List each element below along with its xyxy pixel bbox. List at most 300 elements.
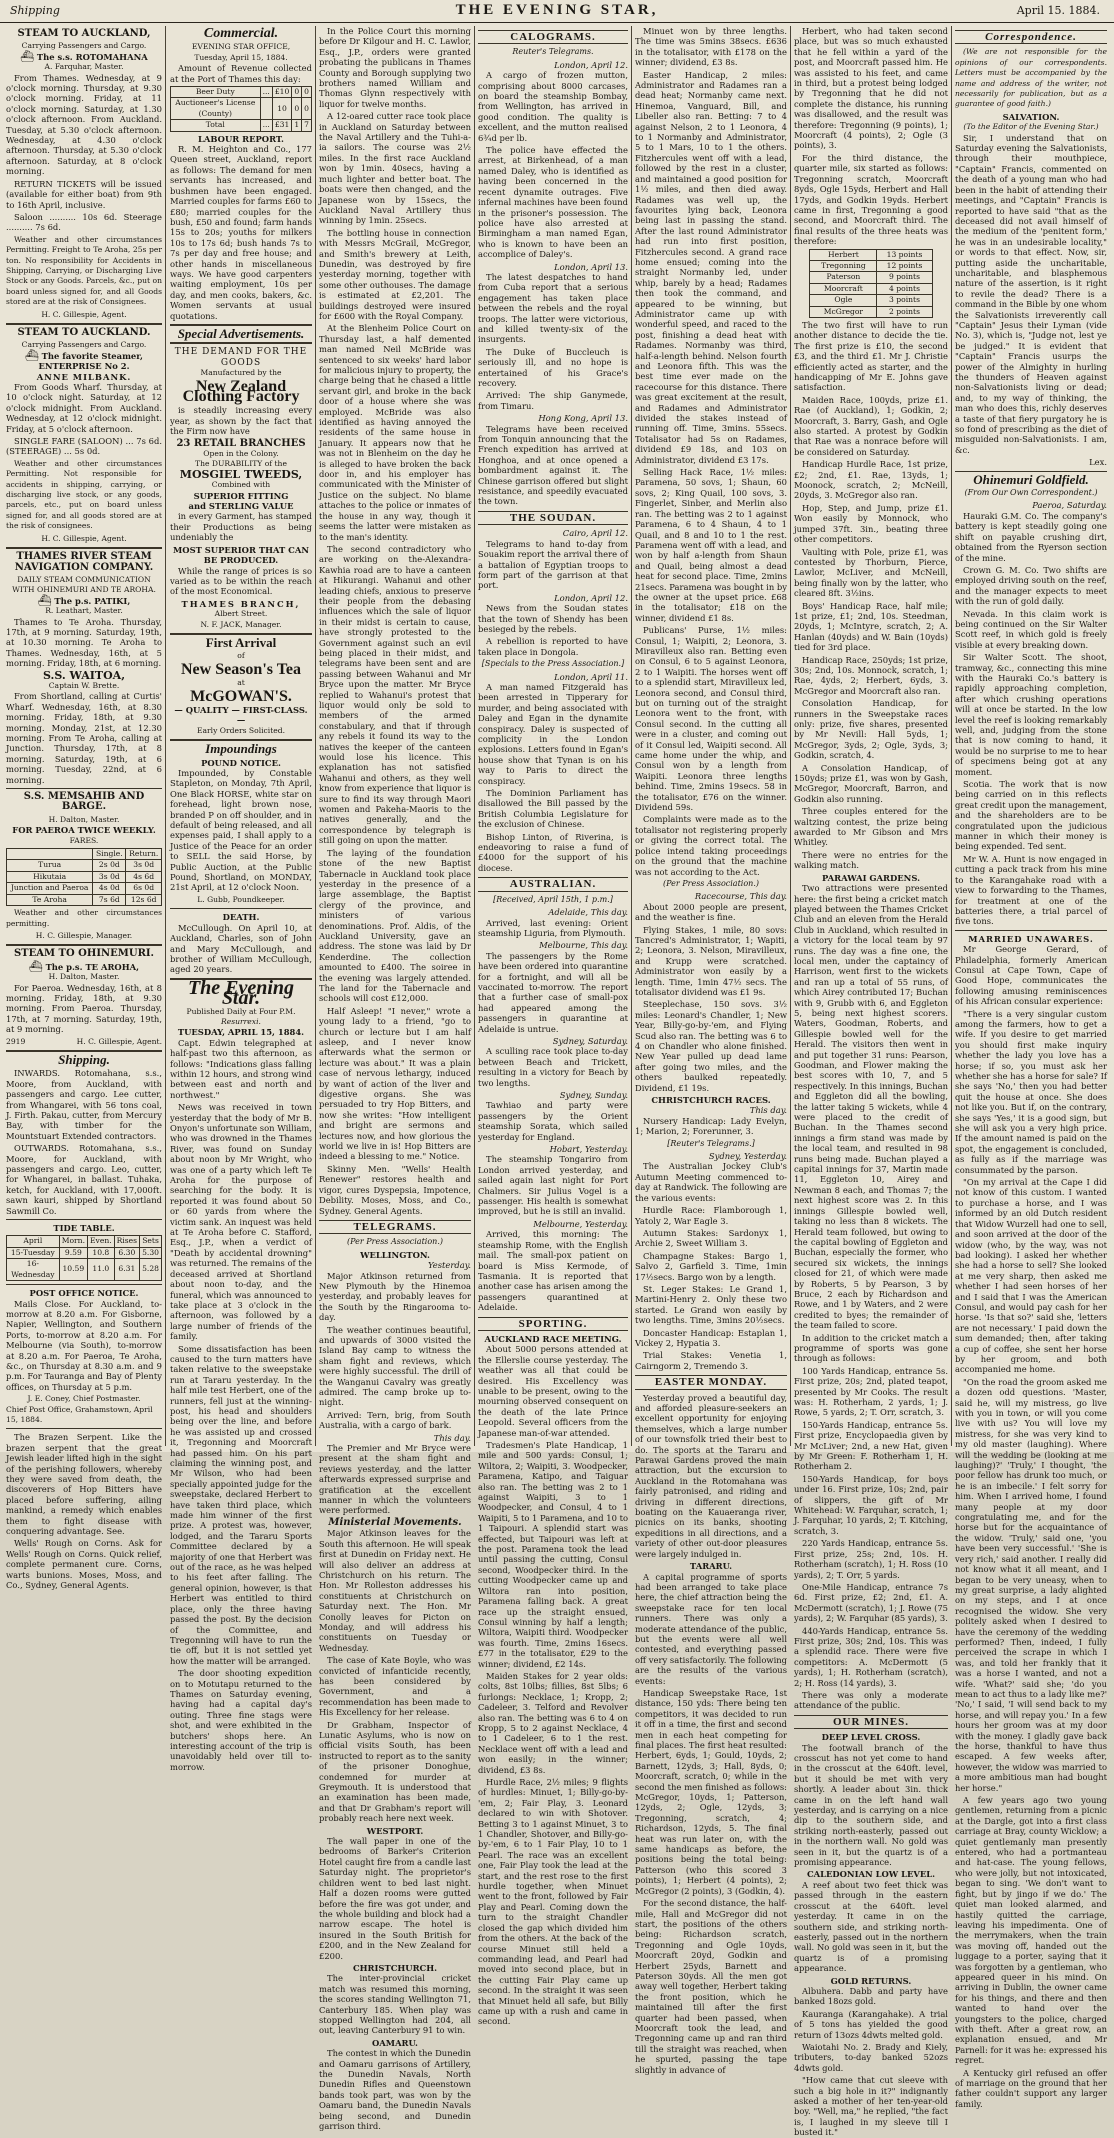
news-paragraph: Maiden Race, 100yds, prize £1. Rae (of Auckland), 1; Godkin, 2; Moorcraft, 3. Barry, Gash, and Ogle also started. A protest by Godkin that Rae was a nonrace before will be considered on Saturday.: [794, 394, 948, 457]
tide-cell: Sets: [140, 1236, 162, 1247]
post-body: Mails Close. For Auckland, to-morrow at 8.20 a.m. For Gisborne, Napier, Wellington, and Southern Ports, to-morrow at 8.20 a.m. For Melbourne (via South), to-morrow at 8.20 a.m. For Paeroa, Te Aroha, &c., on Thursday at 8.30 a.m. and 9 p.m. For Tauranga and Bay of Plenty offices, on Thursday at 5 p.m.: [6, 1298, 162, 1392]
news-paragraph: For the second distance, the half-mile, Hall and McGregor did not start, the positions of the others being: Richardson scratch, Tregonning and Ogle 10yds, Moorcraft 20yd, Godkin and Herbert 25yds, Barnett and Paterson 30yds. All the men got away well together, Herbert taking the front position, which he maintained till after the first quarter had been passed, when Moorcraft took the lead, and Tregonning came up and ran third till the straight was reached, when he spurted, passing the tape slightly in advance of: [635, 1898, 787, 2075]
divider: [170, 908, 312, 909]
news-paragraph: Telegrams have been received from Tonquin announcing that the French expedition has arrived at Honghoa, and at once opened a bombardment against it. The Chinese garrison offered but slight resistance, and speedily evacuated the town.: [478, 423, 628, 507]
fares-row: [7, 860, 162, 871]
ad-headline: MOSGIEL TWEEDS,: [179, 467, 303, 481]
results-cell: 12 points: [877, 260, 932, 271]
ad-body: in every Garment, has stamped their Productions as being undeniably the: [170, 511, 312, 543]
news-paragraph: Telegrams to hand to-day from Souakim report the arrival there of a battalion of Egyptian troops to form part of the garrison at that port.: [478, 538, 628, 591]
tide-cell: Even.: [88, 1236, 115, 1247]
fares-cell: 3s 0d: [93, 871, 126, 882]
dateline: Sydney, Yesterday.: [708, 1151, 787, 1162]
ad-headline: SUPERIOR FITTING: [193, 490, 289, 501]
news-paragraph: A reef about two feet thick was passed through in the eastern crosscut at the 640ft. level yesterday. It came in on the southern side, and striking north-easterly, passed out in the northern wall. No gold was seen in it, but the quartz is of a promising appearance.: [794, 1879, 948, 1974]
results-cell: Tregonning: [810, 260, 877, 271]
divider: [6, 547, 162, 549]
ship-label: S.S. WAITOA,: [42, 668, 126, 682]
section-subheading: (Per Press Association.): [663, 878, 759, 888]
news-subheading: CALEDONIAN LOW LEVEL.: [806, 1869, 936, 1880]
revenue-cell: 1: [292, 120, 302, 131]
results-cell: 4 points: [877, 283, 932, 294]
revenue-cell: ...: [260, 120, 272, 131]
dateline: Melbourne, This day.: [539, 940, 628, 951]
news-paragraph: Three couples entered for the waltzing contest, the prize being awarded to Mr Gibson and Mrs Whitley.: [794, 806, 948, 848]
section-heading: Correspondence.: [955, 30, 1107, 44]
column-5: [635, 26, 787, 2075]
results-cell: 3 points: [877, 295, 932, 306]
editorial-motto: Resurrexi.: [221, 1016, 261, 1026]
results-cell: 13 points: [877, 249, 932, 260]
ad-body: Thames to Te Aroha. Thursday, 17th, at 9 morning. Saturday, 19th, at 10.30 morning. Te Aroha to Thames. Wednesday, 16th, at 5 morning. Friday, 18th, at 6 morning.: [6, 616, 162, 669]
column-rule: [790, 26, 791, 1446]
dateline: Racecourse, This day.: [694, 891, 787, 902]
news-paragraph: The laying of the foundation stone of the new Baptist Tabernacle in Auckland took place yesterday in the presence of a large assemblage, the Baptist clergy of the province, and ministers of various denominations. Prof. Aldis, of the Auckland University, gave an address. The stone was laid by Dr Kenderdine. The collection amounted to £400. The soiree in the evening was largely attended. The land for the Tabernacle and schools will cost £12,000.: [319, 847, 471, 1004]
news-paragraph: Nevada. In this claim work is being continued on the Sir Walter Scott reef, in which gold is freely visible at every breaking down.: [955, 608, 1107, 650]
results-cell: Herbert: [810, 249, 877, 260]
tide-row: [7, 1259, 162, 1281]
steamship-icon: ⛴: [37, 593, 52, 607]
column-rule: [315, 26, 316, 1446]
news-paragraph: The second contradictory who are working on the-Alexandra-Kawhia road are to have a canteen at Hikurangi. Wahanui and other leading chiefs, anxious to preserve their people from the debasing influences which the sale of liquor in their midst is certain to cause, have strongly protested to the Government against such an evil being placed in their midst, and telegrams have been sent and are passing between Wahanui and Mr Bryce upon the matter. Mr Bryce replied to Wahanui's protest that liquor would only be sold to members of the armed constabulary, and that if through any rebels it found its way to the natives the keeper of the canteen would lose his licence. This explanation has not satisfied Wahanui and others, as they well know from experience that liquor is sure to find its way through Maori women and Pakeha-Maoris to the natives generally, and the correspondence by telegraph is still going on upon the matter.: [319, 543, 472, 846]
news-paragraph: The police have effected the arrest, at Birkenhead, of a man named Daley, who is identified as having been concerned in the recent dynamite outrages. Five infernal machines have been found in the prisoner's possession. The police have also arrested at Birmingham a man named Egan, who is known to have been an accomplice of Daley's.: [478, 145, 628, 260]
labour-heading: LABOUR REPORT.: [198, 133, 284, 144]
news-subheading: TARARU.: [689, 1561, 733, 1572]
tide-cell: April: [7, 1236, 60, 1247]
revenue-cell: Total: [171, 120, 261, 131]
ship-label: The p.s. PATIKI,: [54, 595, 131, 606]
ad-line: The DURABILITY of the: [195, 459, 287, 469]
news-paragraph: Tradesmen's Plate Handicap, 1 mile and 500 yards: Consul, 1; Wiltora, 2; Waipiti, 3. Woodpecker, Paramena, Katipo, and Taiguar also ran. The betting was 2 to 1 against Waipiti, 3 to 1 Woodpecker, and Consul, 4 to 1 Waipiti, 5 to 1 Paramena, and 10 to 1 Taipouri. A splendid start was effected, but Taipouri was left at the post. Paramena took the lead until passing the cutting, Consul second, Woodpecker third. In the cutting Woodpecker came up and Wiltora ran into position, Paramena falling back. A great race up the straight ensued, Consul winning by half a length; Wiltora, Waipiti third. Woodpecker was fourth. Time, 2mins 16secs. £77 in the totalisator, £29 to the winner; dividend, £2 14s.: [478, 1440, 629, 1669]
news-paragraph: Easter Handicap, 2 miles: Administrator and Radames ran a dead heat; Normanby came next. Hinemoa, Vanguard, Bill, and Libeller also ran. Betting: 7 to 4 against Nelson, 2 to 1 Leonora, 4 to 1 Normanby and Administrator, 5 to 1 Mars, 10 to 1 the others. Fitzhercules went off with a lead, followed by the rest in a cluster, and maintained a good position for 1½ miles, and then died away. Radames was well up, the favourites lying back, Leonora being last in passing the stand. After the last round Administrator had run into first position, Fitzhercules second. A grand race home ensued; coming into the straight Normanby led, under whip, barely by a head; Radames then took the command, and appeared to be winning, but Administrator came up with wonderful speed, and raced to the post, finishing a dead heat with Radames. Normanby was third, half-a-length behind. Nelson fourth and Leonora fifth. This was the best time ever made on the racecourse for this distance. There was great excitement at the result, and Radames and Administrator divided the stakes instead of running off. Time, 3mins. 55secs. Totalisator had 5s on Radames, dividend £9 18s, and 103 on Administrator, dividend £3 17s.: [635, 69, 787, 465]
news-paragraph: A sculling race took place to-day between Beach and Trickett, resulting in a victory for Beach by two lengths.: [478, 1046, 628, 1088]
ad-body: Wells' Rough on Corns. Ask for Wells' Rough on Corns. Quick relief, complete permanent cure. Corns, warts bunions. Moses, Moss, and Co., Sydney, General Agents.: [6, 1538, 162, 1591]
section-heading: Special Advertisements.: [177, 325, 305, 341]
tide-cell: Rises: [114, 1236, 139, 1247]
ship-name: [6, 348, 162, 372]
news-paragraph: Waiotahi No. 2. Brady and Kiely, tributers, to-day banked 52ozs 4dwts gold.: [794, 2041, 948, 2073]
news-paragraph: Yesterday proved a beautiful day, and afforded pleasure-seekers an excellent opportunity for enjoying themselves, which a large number of our townsfolk tried their best to do. The sports at the Tararu and Parawai Gardens proved the main attraction, but the excursion to Auckland in the Rotomahana was fairly patronised, and riding and driving in different directions, boating on the Kauaeranga river, picnics on its banks, shooting expeditions in all directions, and a variety of other out-door pleasures were largely indulged in.: [635, 1392, 787, 1559]
news-paragraph: Handicap Race, 250yds; 1st prize, 30s; 2nd, 10s. Monnock, scratch, 1; Rae, 4yds, 2; Herbert, 6yds, 3. McGregor and Moorcraft also ran.: [794, 654, 948, 696]
letter-body: Sir, I understand that on Saturday evening the Salvationists, through their mouthpiece, "Captain" Francis, commented on the death of a young man who had been in the habit of attending their meetings, and "Captain" Francis is reported to have said "that as the deceased did not avail himself of the medium of the 'penitent form,' he was in an undesirable locality," or words to that effect. Now, sir, putting aside the uncharitable, uncharitable, and blasphemous nature of the assertion, is it right to revile the dead? There is a command in the Bible by one whom the Salvationists irreverently call "Captain" Jesus their Lyman (vide No. 3), which is, "Judge not, lest ye be judged." It is evident that "Captain" Francis usurps the power of the Almighty in hurling the thunders of Heaven against non-Salvationists living or dead; and, to my way of thinking, the man who does this, richly deserves a taste of that fiery purgatory he is so fond of prescribing as the diet of misguided non-Salvationists. I am, &c.: [955, 132, 1107, 455]
news-paragraph: The Premier and Mr Bryce were present at the sham fight and reviews yesterday, and the latter afterwards expressed surprise and gratification at the excellent manner in which the volunteers were performed.: [319, 1443, 471, 1516]
section-heading: AUSTRALIAN.: [478, 877, 628, 891]
ad-title: STEAM TO OHINEMURI.: [13, 948, 155, 960]
ad-note: Weather and other circumstances permitting.: [6, 908, 162, 928]
results-cell: Moorcraft: [810, 283, 877, 294]
tide-cell: 6.31: [114, 1259, 139, 1281]
news-paragraph: Albuhera. Dabb and party have banked 18ozs gold.: [794, 1985, 948, 2007]
dateline: London, April 12.: [554, 592, 628, 603]
ad-headline: and STERLING VALUE: [188, 501, 294, 512]
news-paragraph: Tawhiao and party were passengers by the Orient steamship Sorata, which sailed yesterday for England.: [478, 1100, 628, 1142]
ad-subtitle: Carrying Passengers and Cargo.: [21, 41, 147, 51]
ship-master: H. Dalton, Master.: [48, 972, 120, 982]
tide-cell: 11.0: [88, 1259, 115, 1281]
news-paragraph: 440-Yards Handicap, entrance 5s. First prize, 30s; 2nd, 10s. This was a splendid race. There were five competitors: A. McDermott (5 yards), 1; H. Rotherham (scratch), 2; H. Ross (14 yards), 3.: [794, 1625, 948, 1688]
news-paragraph: The wall paper in one of the bedrooms of Barker's Criterion Hotel caught fire from a candle last Saturday night. The proprietor's children went to bed last night. Half a dozen rooms were gutted before the fire was got under, and the whole building and block had a narrow escape. The hotel is insured in the South British for £200, and in the New Zealand for £200.: [319, 1836, 471, 1961]
revenue-cell: 0: [302, 87, 312, 98]
news-paragraph: The Dominion Parliament has disallowed the Bill passed by the British Columbia Legislature for the exclusion of Chinese.: [478, 788, 628, 830]
section-heading: Shipping.: [58, 1051, 110, 1067]
column-4: [478, 26, 629, 2027]
ad-headline: — QUALITY — FIRST-CLASS. —: [174, 704, 308, 726]
steamship-icon: ⛴: [28, 959, 43, 973]
ad-agent: H. C. Gillespie, Agent.: [41, 533, 127, 543]
tide-table: [6, 1235, 162, 1281]
news-paragraph: At the Blenheim Police Court on Thursday last, a half demented man named Neil McBride was sentenced to six weeks' hard labor for malicious injury to property, the charge being that he chased a little servant girl, and broke in the back door of a house where she was employed. McBride was also identified as having annoyed the residents of the same house in January. It appears now that he was not in Blenheim on the day he is alleged to have broken the back door in, and his employer has communicated with the Minister of Justice on the subject. No blame attaches to the police or inmates of the house in any way, though it seems the latter were mistaken as to the man's identity.: [319, 323, 471, 542]
news-paragraph: The weather continues beautiful, and upwards of 3000 visited the Island Bay camp to witness the sham fight and reviews, which were highly successful. The drill of the Wanganui Cavalry was greatly admired. The camp broke up to-night.: [319, 1324, 471, 1408]
dateline: OAMARU.: [372, 2037, 418, 2048]
news-paragraph: Arrived: The ship Ganymede, from Timaru.: [478, 390, 628, 411]
news-paragraph: Vaulting with Pole, prize £1, was contested by Thorburn, Pierce, Lawlor, McLiver, and McNeill, being finally won by the latter, who cleared 8ft. 3½ins.: [794, 546, 948, 599]
ship-name: [6, 49, 162, 63]
news-subheading: Ministerial Movements.: [328, 1516, 462, 1528]
dateline: Sydney, Saturday.: [552, 1035, 628, 1046]
news-subheading: DEEP LEVEL CROSS.: [821, 1732, 921, 1743]
news-paragraph: Crown G. M. Co. Two shifts are employed driving south on the reef, and the manager expects to meet with the run of gold daily.: [955, 564, 1107, 607]
fares-cell: Te Aroha: [7, 894, 93, 905]
ad-line: at: [237, 678, 245, 688]
tide-row: [7, 1236, 162, 1247]
ad-title: STEAM TO AUCKLAND,: [17, 28, 151, 39]
news-paragraph: A 12-oared cutter race took place in Auckland on Saturday between the Naval Artillery and the Tuhi-a-ia sailors. The course was 2½ miles. In the first race Auckland won by 1min. 40secs, having a much lighter and better boat. The boats were then changed, and the Japanese won by 15secs, the Auckland Naval Artillery thus winning by 1min. 25secs.: [319, 111, 471, 226]
results-cell: Paterson: [810, 272, 877, 283]
editorial-masthead: The Evening Star.: [187, 976, 295, 1010]
news-paragraph: Bishop Linton, of Riverina, is endeavoring to raise a fund of £4000 for the support of his diocese.: [478, 831, 628, 873]
news-paragraph: Arrived, last evening: Orient steamship Liguria, from Plymouth.: [478, 917, 628, 938]
news-paragraph: Dr Grabham, Inspector of Lunatic Asylums, who is now on official visits South, has been instructed to report as to the sanity of the prisoner Donoghue, condemned for murder at Greymouth. It is understood that an examination has been made, and that Dr Grabham's report will probably reach here next week.: [319, 1719, 471, 1824]
fares-row: [7, 883, 162, 894]
news-paragraph: 150-Yards Handicap, entrance 5s. First prize, Encyclopaedia given by Mr McLiver; 2nd, a new Hat, given by Mr Green: F. Rotherham 1, H. Rotherham 2.: [794, 1419, 948, 1472]
revenue-row: [171, 98, 312, 120]
section-heading: TELEGRAMS.: [319, 1220, 471, 1234]
revenue-row: [171, 120, 312, 131]
news-paragraph: News from the Soudan states that the town of Shendy has been besieged by the rebels.: [478, 603, 628, 634]
fares-cell: 6s 0d: [126, 883, 162, 894]
dateline: Hobart, Yesterday.: [549, 1144, 628, 1155]
news-paragraph: A capital programme of sports had been arranged to take place here, the chief attraction being the sweepstake race for ten local runners. There was only a moderate attendance of the public, but the events were all well contested, and everything passed off very satisfactorily. The following are the results of the various events:: [635, 1571, 787, 1686]
tide-cell: Morn.: [59, 1236, 87, 1247]
fares-cell: Turua: [7, 860, 93, 871]
ad-heading: THE DEMAND FOR THE GOODS: [174, 347, 308, 368]
fares-cell: Return.: [126, 849, 162, 860]
ad-title: STEAM TO AUCKLAND.: [17, 326, 151, 338]
dateline: Melbourne, Yesterday.: [533, 1218, 628, 1229]
fares-row: [7, 871, 162, 882]
letter-sign: Lex.: [1089, 457, 1107, 468]
fares-heading: FARES.: [69, 835, 99, 845]
column-rule: [631, 26, 632, 1446]
ad-footer: [6, 1037, 162, 1047]
ad-fares: Saloon .......... 10s 6d. Steerage .......... 7s 6d.: [6, 211, 162, 233]
ship-name: [6, 593, 162, 607]
dateline: London, April 13.: [554, 261, 628, 272]
tide-cell: 10.59: [59, 1259, 87, 1281]
news-paragraph: Flying Stakes, 1 mile, 80 sovs: Tancred's Administrator, 1; Wapiti, 2; Leonora, 3. Nelson, Miravilleux, and Krupp were scratched. Administrator won easily by a length. Time, 1min 47½ secs. The totalisator dividend was £1 9s.: [635, 924, 787, 997]
news-paragraph: Boys' Handicap Race, half mile; 1st prize, £1; 2nd, 10s. Steedman, 20yds, 1; McIntyre, scratch, 2; A. Hanlan (40yds) and W. Bain (10yds) tied for 3rd place.: [794, 600, 948, 653]
news-subheading: GOLD RETURNS.: [830, 1975, 912, 1986]
revenue-cell: 0: [302, 98, 312, 120]
post-date: Chief Post Office, Grahamstown, April 15, 1884.: [6, 1404, 153, 1424]
dateline: CHRISTCHURCH.: [352, 1962, 438, 1973]
masthead-section: Shipping: [10, 4, 60, 17]
revenue-row: [171, 87, 312, 98]
news-paragraph: "How came that cut sleeve with such a big hole in it?" indignantly asked a mother of her ten-year-old boy. "Well, ma," he replied, "the fact is, I laughed in my sleeve till I busted it.": [794, 2075, 948, 2138]
results-row: [810, 249, 932, 260]
news-paragraph: Major Atkinson leaves for the South this afternoon. He will speak first at Dunedin on Friday next. He will also deliver an address at Christchurch on his return. The Hon. Mr Rolleston addresses his constituents at Christchurch on Saturday next. The Hon. Mr Conolly leaves for Picton on Monday, and will address his constituents on Tuesday or Wednesday.: [319, 1528, 471, 1653]
ad-title: THAMES RIVER STEAM NAVIGATION COMPANY.: [14, 551, 154, 573]
column-2: [170, 26, 312, 1772]
news-paragraph: Hurdle Race: Flamborough 1, Yatoly 2, War Eagle 3.: [635, 1205, 787, 1226]
labour-body: R. M. Heighton and Co., 177 Queen street, Auckland, report as follows: The demand for men servants has increased, and bushmen have been engaged. Married couples for farms £60 to £80; married couples for the bush, £50 and found; farm hands 15s to 20s; youths for milkers 10s to 17s 6d; bush hands 7s to 7s per day and free house; and other hands in miscellaneous ways. We have good carpenters waiting employment, 10s per day, and men cooks, bakers, &c. Women servants at usual quotations.: [170, 144, 312, 321]
tide-cell: 16-Wednesday: [7, 1259, 60, 1281]
revenue-cell: Beer Duty: [171, 87, 261, 98]
dateline: This day.: [749, 1105, 787, 1116]
news-paragraph: Scotia. The work that is now being carried on in this reflects great credit upon the management, and the shareholders are to be congratulated upon the judicious manner in which their money is being expended. Ted sent.: [955, 779, 1107, 852]
news-paragraph: Autumn Stakes: Sardonyx 1, Archie 2, Sweet William 3.: [635, 1227, 787, 1249]
revenue-intro: Amount of Revenue collected at the Port of Thames this day:: [170, 63, 312, 84]
results-cell: 9 points: [877, 272, 932, 283]
notice-heading: POUND NOTICE.: [201, 757, 281, 768]
fares-cell: 4s 6d: [126, 871, 162, 882]
revenue-cell: £10: [272, 87, 292, 98]
news-paragraph: Hurdle Race, 2½ miles; 9 flights of hurdles: Minuet, 1; Billy-go-by-'em, 2; Fair Play, 3. Leonard declared to win with Shotover. Betting 3 to 1 against Minuet, 3 to 1 Chandler, Shotover, and Billy-go-by-'em, 6 to 1 Fair Play, 10 to 1 Pearl. The race was an excellent one, Fair Play took the lead at the start, and the rest rose to the first hurdle together, when Minuet went to the front, followed by Fair Play and Pearl. Coming down the turn to the straight Chandler closed the gap which divided him from the others. At the back of the course Minuet still held a commanding lead, and Pearl had moved into second place, but in the cutting Fair Play came up second. In the straight it was seen that Minuet held all safe, but Billy came up with a rush and came in second.: [478, 1777, 628, 2027]
ad-headline: New Zealand Clothing Factory: [182, 377, 300, 405]
news-paragraph: The inter-provincial cricket match was resumed this morning, the scores standing Wellington 71, Canterbury 185. When play was stopped Wellington had 204, all out, leaving Canterbury 91 to win.: [319, 1973, 471, 2036]
ad-body: From Shortland, calling at Curtis' Wharf. Wednesday, 16th, at 8.30 morning. Friday, 18th, at 9.30 morning. Monday, 21st, at 12.30 morning. From Te Aroha, calling at Junction. Thursday, 17th, at 8 morning. Saturday, 19th, at 6 morning. Tuesday, 22nd, at 6 morning.: [6, 691, 162, 785]
correspondence-note: (We are not responsible for the opinions of our correspondents. Letters must be accompanied by the name and address of the writer, not necessarily for publication, but as a guarantee of good faith.): [955, 47, 1107, 109]
tide-cell: 5.28: [140, 1259, 162, 1281]
ad-agent: H. C. Gillespie, Agent.: [76, 1036, 162, 1046]
divider: [170, 342, 312, 344]
revenue-cell: 10: [272, 98, 292, 120]
news-subheading: PARAWAI GARDENS.: [821, 872, 920, 883]
revenue-cell: £31: [272, 120, 292, 131]
dateline: Cairo, April 12.: [562, 528, 628, 539]
masthead: [0, 0, 1114, 23]
ad-agent: H. C. Gillespie, Agent.: [41, 309, 127, 319]
news-paragraph: Consolation Handicap, for runners in the Sweepstake races only: prize, five shares, presented by Mr Nevill: Hall 5yds, 1; McGregor, 3yds, 2; Ogle, 3yds, 3; Godkin, scratch, 4.: [794, 698, 948, 761]
section-heading: Impoundings: [205, 741, 277, 757]
news-paragraph: Handicap Hurdle Race, 1st prize, £2; 2nd, £1. Rae, 13yds, 1; Moonock, scratch, 2; McNeill, 20yds, 3. McGregor also ran.: [794, 459, 948, 501]
ad-headline: THAMES BRANCH,: [181, 598, 301, 609]
news-paragraph: 100 Yards Handicap, entrance 5s. First prize, 20s; 2nd, plated teapot, presented by Mr Cooks. The result was: H. Rotherham, 2 yards, 1; J. Rowe, 5 yards, 2; T. Orr, scratch, 3.: [794, 1365, 948, 1418]
dateline: Adelaide, This day.: [548, 907, 628, 918]
notice-sign: L. Gubb, Poundkeeper.: [197, 894, 285, 904]
tide-cell: 6.30: [114, 1247, 139, 1258]
news-paragraph: "There is a very singular custom among the farmers, how to get a wife. If you desire to get married you should first make inquiry whether the lady you love has a horse; if so, you must ask her whether she has a horse for sale? If she says 'No,' then you had better quit the house at once. She does not like you. But if, on the contrary, she says 'Yes,' it is a good sign, but she will ask you a very high price. If the amount named is paid on the spot, the engagement is concluded, as fully as if the marriage was consummated by the parson.: [955, 1008, 1107, 1175]
post-sign: J. E. Coney, Chief Postmaster.: [27, 1394, 141, 1404]
ad-fares: SINGLE FARE (SALOON) ... 7s 6d. (STEERAGE) ... 5s 0d.: [6, 436, 162, 457]
letter-address: (To the Editor of the Evening Star.): [963, 122, 1099, 132]
fares-cell: Junction and Paeroa: [7, 883, 93, 894]
news-paragraph: The latest despatches to hand from Cuba report that a serious engagement has taken place between the rebels and the royal troops. The latter were victorious, and killed twenty-six of the insurgents.: [478, 271, 628, 345]
news-paragraph: St. Leger Stakes: Le Grand 1, Martini-Henry 2. Only these two started. Le Grand won easily by two lengths. Time, 3mins 20½secs.: [635, 1283, 787, 1326]
dateline-date: This day.: [433, 1432, 471, 1443]
leader-paragraph: The door shooting expedition on to Motutapu returned to the Thames on Saturday evening, having had a capital day's outing. Three fine stags were shot, and were exhibited in the butchers' shops here. An interesting account of the trip is unavoidably held over till to-morrow.: [170, 1668, 312, 1772]
ship-master: A. Farquhar, Master.: [44, 62, 124, 72]
news-paragraph: Skinny Men. "Wells' Health Renewer" restores health and vigor, cures Dyspepsia, Impotence, Debility. Moses, Moss, and Co., Sydney. General Agents.: [319, 1163, 471, 1216]
news-paragraph: About 2000 people are present, and the weather is fine.: [635, 901, 787, 923]
news-paragraph: The footwall branch of the crosscut has not yet come to hand in the crosscut at the 640ft. level, but it should be met with very shortly. A leader about 3in. thick came in on the left hand wall yesterday, and is carrying on a nice dip to the southern side, and striking north-easterly, passed out in the northern wall. No gold was seen in it, but the quartz is of a promising appearance.: [794, 1742, 948, 1868]
revenue-cell: ...: [260, 87, 272, 98]
ship-owner: ANNE MILBANK.: [36, 371, 132, 382]
news-paragraph: A man named Fitzgerald has been arrested in Tipperary for murder, and being associated with Daley and Egan in the dynamite conspiracy. Daley is suspected of complicity in the London explosions. Letters found in Egan's house show that Tynan is on his way to Paris to direct the conspiracy.: [478, 681, 628, 786]
news-paragraph: The passengers by the Rome have been ordered into quarantine for a fortnight, and will all be vaccinated to-morrow. The report that a further case of small-pox had appeared among the passengers in quarantine at Adelaide is untrue.: [478, 950, 628, 1034]
section-heading: Ohinemuri Goldfield.: [973, 471, 1089, 487]
fares-cell: Hikutaia: [7, 871, 93, 882]
revenue-cell: [260, 98, 272, 120]
column-rule: [474, 26, 475, 1446]
news-paragraph: Selling Hack Race, 1½ miles: Paramena, 50 sovs, 1; Shaun, 60 sovs, 2; King Quail, 100 sovs, 3. Fingerlet, Sinber, and Merlin also ran. The betting was 2 to 1 against Paramena, 6 to 4 Shaun, 4 to 1 Quail, and 8 and 10 to 1 the rest. Paramena went off with a lead, and won by half a-length from Shaun and Quail, being almost a dead heat for second place. Time, 2mins 21secs. Paramena was bought in by the owner at the upset price. £68 in the totalisator; £18 on the winner, dividend £1 8s.: [635, 467, 787, 623]
results-cell: Ogle: [810, 295, 877, 306]
shipping-inwards: INWARDS. Rotomahana, s.s., Moore, from Auckland, with passengers and cargo. Lee cutter, from Whangarei, with 56 tons coal, J. Firth. Pakau, cutter, from Mercury Bay, with timber for the Mountstuart Extended contractors.: [6, 1068, 162, 1141]
fares-cell: 2s 0d: [93, 860, 126, 871]
ad-subtitle: DAILY STEAM COMMUNICATION WITH OHINEMURI AND TE AROHA.: [12, 574, 156, 595]
news-paragraph: Maiden Stakes for 2 year olds: colts, 8st 10lbs; fillies, 8st 5lbs; 6 furlongs: Necklace, 1; Kropp, 2; Cadeleer, 3. Telford and Revolver also ran. The betting was 6 to 4 on Kropp, 5 to 2 against Necklace, 4 to 1 Cadeleer, 6 to 1 the rest. Necklace went off with a lead and won easily; in the winner; dividend, £3 8s.: [478, 1670, 628, 1775]
news-paragraph: One-Mile Handicap, entrance 7s 6d. First prize, £2; 2nd, £1. A. McDermott (scratch), 1; J. Rowe (75 yards), 2; W. Farquhar (85 yards), 3.: [794, 1581, 948, 1624]
section-heading: OUR MINES.: [794, 1715, 948, 1729]
news-paragraph: Kauranga (Karangahake). A trial of 5 tons has yielded the good return of 13ozs 4dwts melted gold.: [794, 2008, 948, 2040]
column-1: [6, 26, 162, 1591]
fares-cell: 4s 0d: [93, 883, 126, 894]
revenue-table: [170, 86, 312, 132]
ad-line: Albert Street.: [214, 609, 268, 619]
column-7: [955, 26, 1107, 2109]
revenue-cell: 0: [292, 87, 302, 98]
ad-headline: 23 RETAIL BRANCHES: [176, 437, 306, 449]
section-heading: CALOGRAMS.: [478, 30, 628, 44]
ad-body: From Thames. Wednesday, at 9 o'clock morning. Thursday, at 9.30 o'clock morning. Friday, at 11 o'clock morning. Saturday, at 1.30 o'clock afternoon. From Auckland. Tuesday, at 5.30 o'clock afternoon. Wednesday, at 4.30 o'clock afternoon. Thursday, at 5.30 o'clock afternoon. Saturday, at 8 o'clock morning.: [6, 72, 162, 177]
steamship-icon: ⛴: [20, 49, 35, 63]
news-paragraph: Major Atkinson returned from New Plymouth by the Hinemoa yesterday, and probably leaves for the South by the Ringarooma to-day.: [319, 1270, 471, 1323]
news-paragraph: Sir Walter Scott. The shoot, tramway, &c., connecting this mine with the Hauraki Co.'s battery is rapidly approaching completion, after which crushing operations will at once be started. In the low level the reef is looking remarkably well, and, judging from the stone that is now coming to hand, it would be no surprise to me to hear of specimens being got at any moment.: [955, 652, 1107, 777]
ad-headline: McGOWAN'S.: [190, 687, 292, 705]
death-body: McCullough. On April 10, at Auckland, Charles, son of John and Mary McCullough, and brother of William McCullough, aged 20 years.: [170, 922, 312, 975]
divider: [6, 944, 162, 946]
column-3: [319, 26, 472, 2132]
section-heading: Commercial.: [203, 26, 279, 41]
revenue-cell: 0: [292, 98, 302, 120]
revenue-cell: Auctioneer's License (County): [171, 98, 261, 120]
results-row: [810, 295, 932, 306]
news-paragraph: 150-Yards Handicap, for boys under 16. First prize, 10s; 2nd, pair of slippers, the gift of Mr Whitehead: W. Farquhar, scratch, 1; J. Farquhar, 10 yards, 2; T. Kitching, scratch, 3.: [794, 1473, 948, 1536]
divider: [6, 1428, 162, 1429]
post-heading: POST OFFICE NOTICE.: [29, 1288, 139, 1299]
news-paragraph: Nursery Handicap: Lady Evelyn, 1; Marion, 2; Forerunner, 3.: [635, 1115, 787, 1137]
results-row: [810, 260, 932, 271]
news-paragraph: Hauraki G.M. Co. The company's battery is kept steadily going one shift on payable crushing dirt, obtained from the Ryerson section of the mine.: [955, 510, 1107, 563]
ad-line: N. F. JACK, Manager.: [200, 619, 282, 629]
news-subheading: MARRIED UNAWARES.: [968, 933, 1094, 944]
tide-heading: TIDE TABLE.: [53, 1223, 115, 1234]
news-paragraph: A Consolation Handicap, of 150yds; prize £1, was won by Gash, McGregor, Moorcraft, Barron, and Godkin also running.: [794, 762, 948, 804]
editorial-line: Published Daily at Four P.M.: [186, 1006, 296, 1016]
ship-master: Captain W. Brette.: [48, 680, 120, 690]
news-paragraph: "On the road the groom asked me a dozen odd questions. 'Master, said he, will my mistress, go live with you in town, or will you come live with us? You will love my mistress, for she was very kind to my old master (laughing). Where will the wedding be (looking at me laughing)?' 'Truly,' I thought, 'the poor fellow has drunk too much, or he is an imbecile.' I felt sorry for him. When I arrived home, I found many people at my door congratulating me, and for the horse but for the acquaintance of the widow. 'Truly,' said one, 'you have been very successful.' 'She is very rich,' said another. I really did not know what it all meant, and I began to be very uneasy, when to my great surprise, a lady alighted on my steps, and I at once recognised the widow. She very politely asked when I desired to have the ceremony of the wedding performed? Then, indeed, I fully perceived the scrape in which I was, and told her frankly that it was a horse I wanted, and not a wife. 'What?' said she; 'do you mean to act thus to a lady like me?' 'No,' I said, 'I will send back to my horse, and will repay you.' In a few hours her groom was at my door with the money. I gladly gave back the horse, thankful to have thus escaped. A few weeks after, however, the widow was married to a more ambitious man had bought her horse.": [955, 1376, 1107, 1793]
news-paragraph: A few years ago two young gentlemen, returning from a picnic at the Dargle, got into a first class carriage at Bray, county Wicklow; a quiet gentlemanly man presently entered, who had a portmanteau and hat-case. The young fellows, who were jolly, but not intoxicated, began to sing. 'We don't want to fight, but by jingo if we do.' The quiet man looked alarmed, and hastily quitted the carriage, leaving his impedimenta. One of the merrymakers, when the train was moving off, handed out the luggage to a porter, saying that it was forgotten by a gentleman, who appeared queer in his mind. On arriving in Dublin, the owner came for his things, and there and then wanted to hand over the youngsters to the police, charged with theft. After a great row, an explanation ensued, and Mr Parnell: for it was he: expressed his regret.: [955, 1795, 1107, 2066]
ad-title: S.S. MEMSAHIB AND BARGE.: [23, 791, 145, 813]
leader-paragraph: Some dissatisfaction has been caused to the turn matters have taken relative to the sweepstake run at Tararu yesterday. In the half mile test Herbert, one of the runners, fell just at the winning-post, his head and shoulders being over the line, and before he was assisted up and crossed it, Tregonning and Moorcraft had passed him. On his part claiming the winning post, and Mr Wilson, who had been specially appointed judge for the sweepstake, declared Herbert to have taken third place, which made him winner of the first prize. A protest was, however, lodged, and the Tararu Sports Committee declared by a majority of one that Herbert was out of the race, as he was helped to his feet after falling. The general opinion, however, is that Herbert was entitled to third place, only the three having passed the post. By the decision of the Committee, and Tregonning will have to run the tie off, but it is not settled yet how the matter will be arranged.: [170, 1343, 312, 1666]
column-rule: [165, 26, 166, 1446]
section-subheading: (From Our Own Correspondent.): [964, 488, 1098, 498]
dateline: London, April 11.: [554, 671, 628, 682]
leader-paragraph: News was received in town yesterday that the body of Mr B. Onyon's unfortunate son William, who was drowned in the Thames River, was found on Sunday about noon by Mr Wright, who was one of a party which left Te Aroha for the purpose of searching for the body. It is reported it was found about 50 or 60 yards from where the victim sank. An inquest was held at Te Aroha before C. Stafford, Esq., J.P., when a verdict of "Death by accidental drowning" was returned. The remains of the deceased arrived at Shortland about noon to-day, and the funeral, which was announced to take place at 3 o'clock in the afternoon, was followed by a large number of friends of the family.: [170, 1102, 312, 1342]
news-paragraph: Trial Stakes: Venetia 1, Cairngorm 2, Tremendo 3.: [635, 1350, 787, 1371]
ad-line: Combined with: [211, 480, 271, 490]
letter-heading: SALVATION.: [1002, 111, 1060, 122]
news-paragraph: Champagne Stakes: Bargo 1, Salvo 2, Garfield 3. Time, 1min 17½secs. Bargo won by a length.: [635, 1250, 787, 1282]
news-paragraph: Two attractions were presented here: the first being a cricket match played between the Thames Cricket Club and an eleven from the Herald Club in Auckland, which resulted in a victory for the local team by 97 runs. The day was a fine one, the local men, under the captaincy of Harrison, went first to the wickets and ran up a total of 55 runs, of which Airey contributed 17; Buchan with 9, Grubb with 6, and Eggleton 5, being next highest scorers. Waters, Goodman, Roberts, and Gillespie bowled well for the Herald. The visitors then went in and put together 31 runs: Pearson, Goodman, and Flower making the best scores with 10, 7, and 5 respectively. In this innings, Buchan and Eggleton did all the bowling, the latter taking 5 wickets, while 4 were placed to the credit of Buchan. In the Thames second innings a firm stand was made by the local team, and resulted in 98 runs being made. Buchan played a capital innings for 37, Martin made 11, Eggleton 10, Airey and Newman 8 each, and Thomas 7; the next highest score was 2. In this innings Gillespie bowled well, taking no less than 8 wickets. The Herald team followed, but owing to the capital bowling of Eggleton and Buchan, especially the former, who secured six wickets, the innings closed for 21, of which were made by Roberts, 5 by Pearson, 3 by Bruce, 2 each by Richardson and Rowe, and 1 by Waters, and 2 were credited to byes; the remainder of the team failed to score.: [794, 883, 948, 1331]
news-paragraph: Doncaster Handicap: Estaplan 1, Vickey 2, Hypatia 3.: [635, 1327, 787, 1348]
news-paragraph: "On my arrival at the Cape I did not know of this custom. I wanted to purchase a horse, and I was informed by an old Dutch resident that Widow Wurzell had one to sell, and soon arrived at the door of the widow (who, by the way, was not bad looking). I asked her whether she had a horse to sell? She looked at me very sharp, then asked me whether I had seen horses of her and I said that I was the American Consul, and would pay cash for her horse. 'Is that so?' said she, 'letters are not necessary.' I paid down the sum demanded; then, after taking a cup of coffee, she sent her horse by her groom, and both accompanied me home.: [955, 1177, 1107, 1375]
ship-master: R. Leathart, Master.: [45, 606, 123, 616]
ad-subtitle: FOR PAEROA TWICE WEEKLY.: [12, 825, 156, 836]
dateline: WESTPORT.: [366, 1825, 424, 1836]
divider: [6, 1219, 162, 1220]
dateline: London, April 12.: [554, 59, 628, 70]
tide-cell: 5.30: [140, 1247, 162, 1258]
tide-cell: 10.8: [88, 1247, 115, 1258]
news-paragraph: In addition to the cricket match a programme of sports was gone through as follows:: [794, 1332, 948, 1364]
news-paragraph: The contest in which the Dunedin and Oamaru garrisons of Artillery, the Dunedin Navals, North Dunedin Rifles and Queenstown bands took part, was won by the Oamaru band, the Dunedin Navals being second, and Dunedin garrison third.: [319, 2048, 471, 2132]
ad-body: The Brazen Serpent. Like the brazen serpent that the great Jewish leader lifted high in the sight of the perishing followers, whereby they were saved from death, the discoverers of Hop Bitters have placed before suffering, ailing mankind, a remedy which enables them to fight disease with conquering advantage. See.: [6, 1432, 162, 1537]
divider: [6, 1284, 162, 1285]
fares-cell: [7, 849, 93, 860]
fares-table: [6, 848, 162, 906]
ad-line: of: [237, 651, 245, 661]
news-paragraph: A cargo of frozen mutton, comprising about 8000 carcases, on board the steamship Bombay, from Wellington, has arrived in good condition. The quality is excellent, and the mutton realised 6¾d per lb.: [478, 70, 628, 143]
dateline: WELLINGTON.: [360, 1249, 430, 1260]
divider: [6, 788, 162, 789]
ad-note: Weather and other circumstances Permitting. Not responsible for accidents in shipping, carrying, or discharging live stock, or any goods, parcels, etc., put on board unless signed for, and all goods stored are at the risk of consignees.: [6, 458, 162, 531]
ad-line: Open in the Colony.: [203, 449, 279, 459]
ad-body: While the range of prices is so varied as to be within the reach of the most Economical.: [170, 565, 312, 597]
divider: [955, 930, 1107, 931]
news-paragraph: A Kentucky girl refused an offer of marriage on the ground that her father couldn't support any larger family.: [955, 2067, 1107, 2109]
tide-cell: 9.59: [59, 1247, 87, 1258]
news-paragraph: There were no entries for the walking match.: [794, 849, 948, 871]
ship-label: The p.s. TE AROHA,: [45, 961, 140, 972]
ad-body: RETURN TICKETS will be issued (available for either boat) from 9th to 16th April, inclusive.: [6, 178, 162, 210]
news-paragraph: The case of Kate Boyle, who was convicted of infanticide recently, has been considered by Government, and a recommendation has been made to His Excellency for her release.: [319, 1655, 471, 1718]
news-paragraph: Complaints were made as to the totalisator not registering properly or giving the correct total. The police intend taking proceedings on the ground that the machine was not according to the Act.: [635, 814, 787, 877]
leader-paragraph: Capt. Edwin telegraphed at half-past two this afternoon, as follows: "Indications glass falling within 12 hours, and strong wind between east and north and northwest.": [170, 1037, 312, 1100]
section-subheading: [Received, April 15th, 1 p.m.]: [493, 894, 613, 904]
news-paragraph: Arrived, this morning: The steamship Rome, with the English mail. The small-pox patient on board is Miss Kermode, of Tasmania. It is reported that another case has arisen among the passengers quarantined at Adelaide.: [478, 1229, 628, 1313]
news-subheading: CHRISTCHURCH RACES.: [651, 1095, 771, 1106]
section-heading: SPORTING.: [478, 1317, 628, 1331]
ad-body: From Goods Wharf. Thursday, at 10 o'clock night. Saturday, at 12 o'clock midnight. From Auckland. Wednesday, at 12 o'clock midnight. Friday, at 5 o'clock afternoon.: [6, 382, 162, 434]
revenue-cell: 7: [302, 120, 312, 131]
section-heading: THE SOUDAN.: [478, 511, 628, 525]
ship-label: The favorite Steamer, ENTERPRISE No 2.: [38, 350, 143, 372]
ship-label: The s.s. ROTOMAHANA: [36, 51, 148, 62]
fares-cell: 7s 6d: [93, 894, 126, 905]
editorial-date: TUESDAY, APRIL 15, 1884.: [177, 1027, 305, 1038]
news-paragraph: The Australian Jockey Club's Autumn Meeting commenced to-day at Randwick. The following are the various events:: [635, 1161, 787, 1203]
news-paragraph: Herbert, who had taken second place, but was so much exhausted that he fell within a yard of the post, and Moorcraft passed him. He was assisted to his feet, and came in third, but a protest being lodged by Tregonning that he did not complete the distance, his running was disallowed, and the result was therefore: Tregonning (9 points), 1; Moorcraft (4 points), 2; Ogle (3 points), 3.: [794, 26, 948, 151]
tide-row: [7, 1247, 162, 1258]
ad-agent: H. C. Gillespie, Manager.: [35, 930, 133, 940]
section-subheading: (Per Press Association.): [347, 1237, 443, 1247]
ad-note: Weather and other circumstances Permitting. Freight to Te Aroha, 25s per ton. No responsibility for Accidents in Shipping, Carrying, or Discharging Live Stock or any Goods. Parcels, &c., put on board unless signed for, and all Goods stored are at the risk of Consignees.: [6, 234, 162, 307]
ad-headline: First Arrival: [205, 634, 277, 650]
ship-master: H. Dalton, Master.: [48, 814, 120, 824]
news-paragraph: Arrived: Tern, brig, from South Australia, with a cargo of bark.: [319, 1409, 471, 1431]
section-heading: EASTER MONDAY.: [635, 1375, 787, 1389]
